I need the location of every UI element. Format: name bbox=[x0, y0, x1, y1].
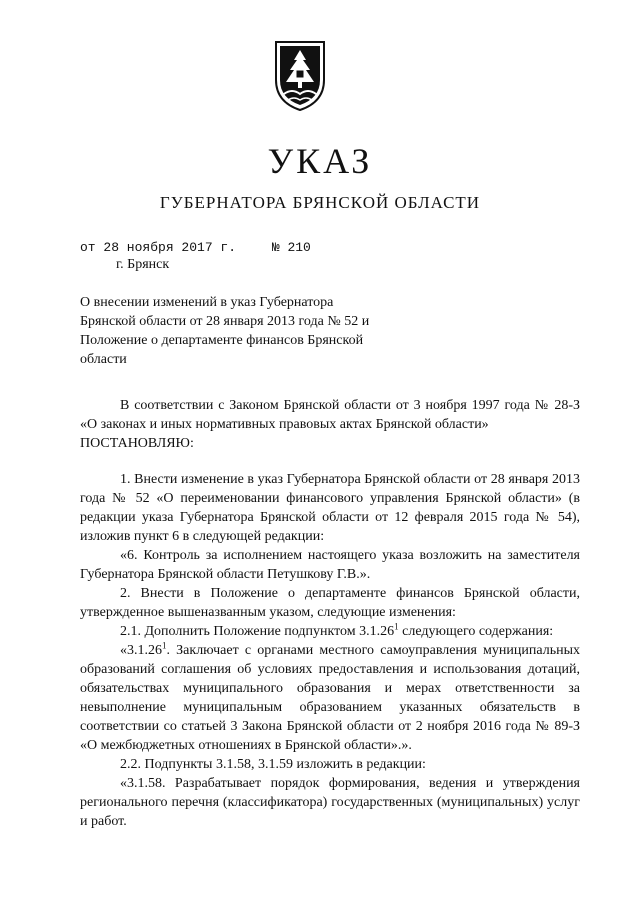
document-subject: О внесении изменений в указ Губернатора Брянской области от 28 января 2013 года № 52 и Положение о департаменте финансов Брянской области bbox=[80, 295, 370, 367]
document-meta bbox=[80, 240, 311, 273]
paragraph-quote-3-1-26 bbox=[80, 641, 580, 755]
paragraph-2: 2. Внести в Положение о департаменте финансов Брянской области, утвержденное вышеназванным указом, следующие изменения: bbox=[80, 586, 580, 620]
document-body bbox=[80, 396, 580, 831]
resolution-word: ПОСТАНОВЛЯЮ: bbox=[80, 436, 194, 451]
quote-3-1-26-text-b: . Заключает с органами местного самоуправления муниципальных образований соглашения об условиях предоставления и использования дотаций, обязательствах муниципального образования и мерах ответственности за невыполнение муниципальным образованием указанных обязательств в соответствии со статьей 3 Закона Брянской области от 2 ноября 2016 года № 89-З «О межбюджетных отношениях в Брянской области».». bbox=[80, 643, 580, 753]
paragraph-2-1-superscript: 1 bbox=[394, 621, 399, 632]
paragraph-quote-3-1-58: «3.1.58. Разрабатывает порядок формирования, ведения и утверждения регионального перечня (классификатора) государственных (муниципальных) услуг и работ. bbox=[80, 776, 580, 829]
paragraph-quote-6: «6. Контроль за исполнением настоящего указа возложить на заместителя Губернатора Брянской области Петушкову Г.В.». bbox=[80, 548, 580, 582]
paragraph-2-1 bbox=[80, 622, 580, 641]
date-number-line bbox=[80, 240, 311, 255]
paragraph-2-1-text-b: следующего содержания: bbox=[398, 624, 554, 639]
paragraph-1: 1. Внести изменение в указ Губернатора Брянской области от 28 января 2013 года № 52 «О переименовании финансового управления Брянской области» (в редакции указа Губернатора Брянской области от 12 февраля 2015 года № 54), изложив пункт 6 в следующей редакции: bbox=[80, 472, 580, 544]
quote-3-1-26-text-a: «3.1.26 bbox=[120, 643, 162, 658]
document-city: г. Брянск bbox=[116, 257, 170, 272]
document-subtitle: ГУБЕРНАТОРА БРЯНСКОЙ ОБЛАСТИ bbox=[159, 193, 481, 212]
quote-3-1-26-superscript: 1 bbox=[162, 640, 167, 651]
document-number: № 210 bbox=[271, 240, 311, 255]
paragraph-2-2: 2.2. Подпункты 3.1.58, 3.1.59 изложить в редакции: bbox=[120, 757, 426, 772]
preamble-paragraph: В соответствии с Законом Брянской области от 3 ноября 1997 года № 28-З «О законах и иных нормативных правовых актах Брянской области» bbox=[80, 398, 580, 432]
paragraph-2-1-text-a: 2.1. Дополнить Положение подпунктом 3.1.26 bbox=[120, 624, 395, 639]
document-title: УКАЗ bbox=[267, 141, 373, 181]
document-date: от 28 ноября 2017 г. bbox=[80, 240, 237, 255]
coat-of-arms-emblem bbox=[272, 40, 328, 112]
